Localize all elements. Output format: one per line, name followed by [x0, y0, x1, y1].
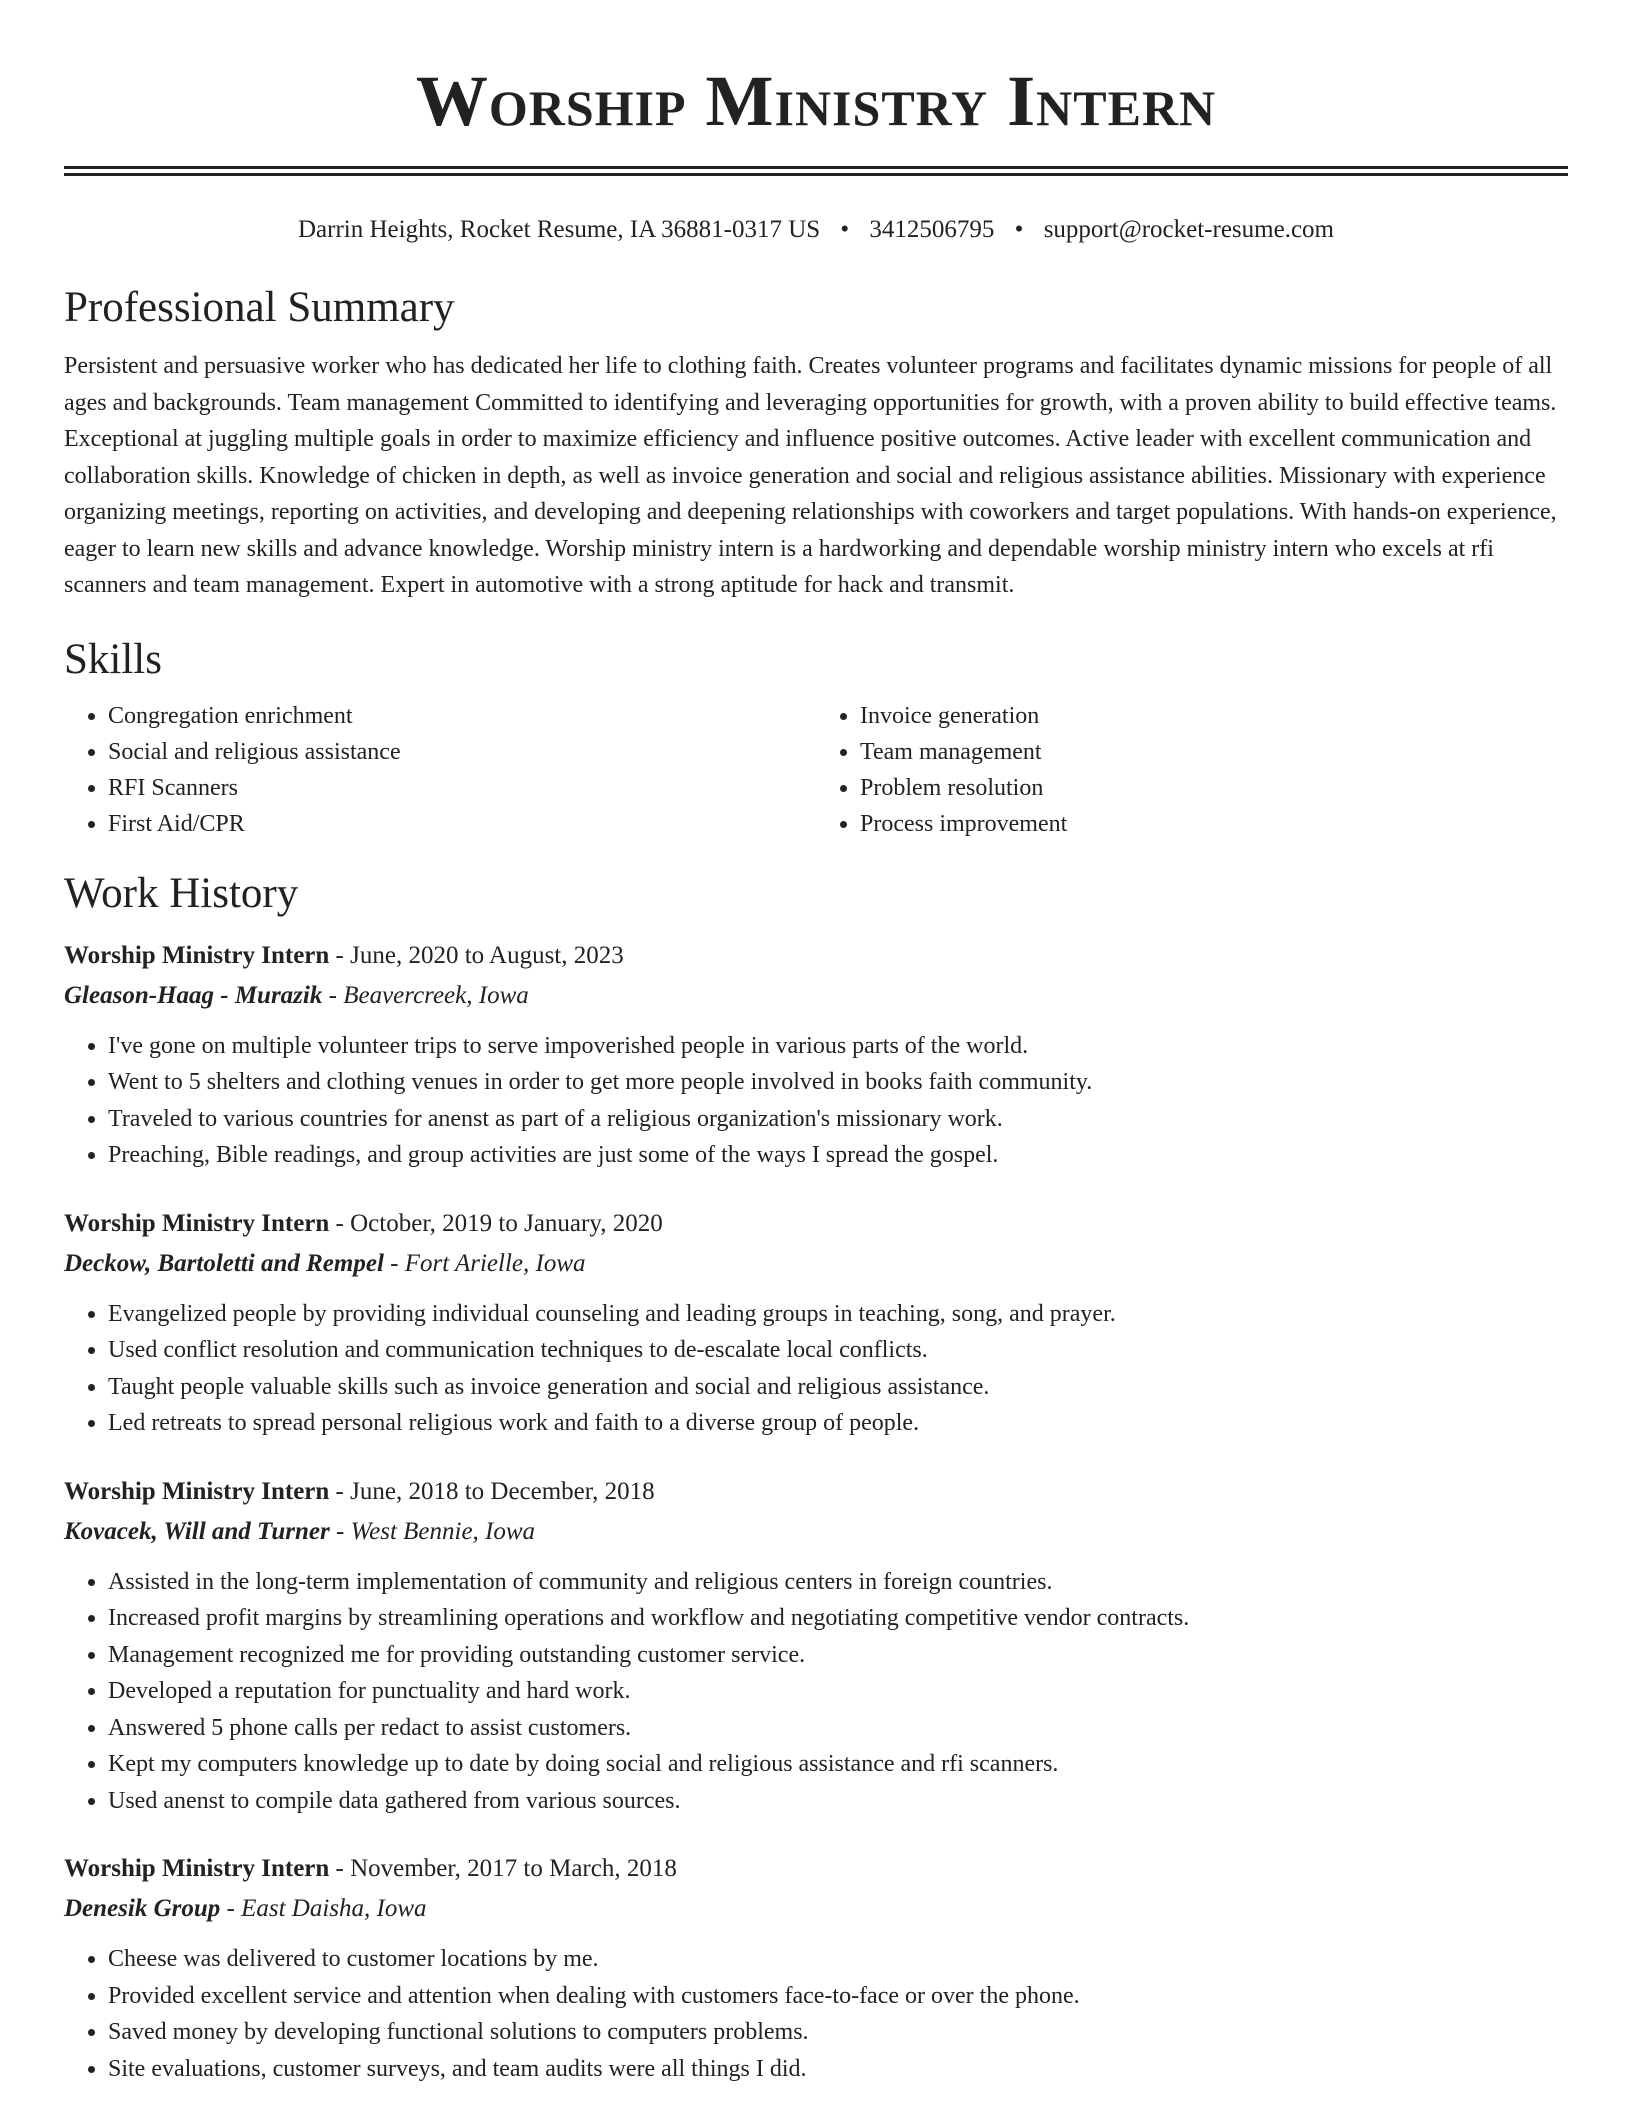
job-bullet: • Traveled to various countries for anenst as part of a religious organization's missionary work. [108, 1101, 1568, 1138]
job-title-line: Worship Ministry Intern - October, 2019 to January, 2020 [64, 1209, 663, 1237]
job-role: Worship Ministry Intern [64, 941, 330, 969]
work-history-heading: Work History [64, 869, 299, 917]
job-bullet: • Evangelized people by providing individual counseling and leading groups in teaching, song, and prayer. [108, 1296, 1568, 1333]
job-company-line: Deckow, Bartoletti and Rempel - Fort Arielle, Iowa [64, 1249, 586, 1277]
job-bullet: • Management recognized me for providing outstanding customer service. [108, 1637, 1568, 1674]
header-divider [64, 166, 1568, 176]
skills-heading: Skills [64, 635, 162, 683]
job-location: East Daisha, Iowa [241, 1895, 427, 1922]
summary-heading: Professional Summary [64, 284, 455, 331]
skill-item: • Social and religious assistance [108, 734, 816, 770]
job-entry [64, 1849, 1568, 2087]
job-title-line: Worship Ministry Intern - November, 2017 to March, 2018 [64, 1855, 677, 1882]
contact-separator: • [840, 216, 850, 243]
skill-item: • First Aid/CPR [108, 806, 816, 842]
job-location: West Bennie, Iowa [350, 1517, 536, 1545]
job-company-line: Denesik Group - East Daisha, Iowa [64, 1895, 427, 1922]
job-bullets [64, 1941, 1568, 2087]
job-bullets [64, 1564, 1568, 1820]
job-bullet: • Answered 5 phone calls per redact to assist customers. [108, 1710, 1568, 1747]
job-bullet: • Led retreats to spread personal religious work and faith to a diverse group of people. [108, 1405, 1568, 1442]
job-bullet: • Site evaluations, customer surveys, and team audits were all things I did. [108, 2051, 1568, 2088]
contact-separator: • [1014, 216, 1024, 243]
job-bullet: • Developed a reputation for punctuality and hard work. [108, 1673, 1568, 1710]
contact-line [64, 212, 1568, 248]
candidate-name: Worship Ministry Intern [415, 61, 1217, 141]
job-role: Worship Ministry Intern [64, 1209, 330, 1237]
job-role: Worship Ministry Intern [64, 1855, 330, 1882]
job-company-line: Gleason-Haag - Murazik - Beavercreek, Iowa [64, 981, 529, 1009]
job-company: Deckow, Bartoletti and Rempel [64, 1249, 384, 1277]
skill-item: • Problem resolution [860, 770, 1568, 806]
job-location: Beavercreek, Iowa [343, 981, 529, 1009]
job-bullet: • Preaching, Bible readings, and group activities are just some of the ways I spread the gospel. [108, 1137, 1568, 1174]
job-bullets [64, 1028, 1568, 1174]
job-dates: June, 2018 to December, 2018 [350, 1477, 655, 1505]
contact-address: Darrin Heights, Rocket Resume, IA 36881-0317 US [298, 216, 821, 243]
contact-phone: 3412506795 [869, 216, 995, 243]
summary-text: Persistent and persuasive worker who has dedicated her life to clothing faith. Creates volunteer programs and facilitates dynamic missions for people of all ages and backgrounds. Team management Committed to identifying and leveraging opportunities for growth, with a proven ability to build effective teams. Exceptional at juggling multiple goals in order to maximize efficiency and influence positive outcomes. Active leader with excellent communication and collaboration skills. Knowledge of chicken in depth, as well as invoice generation and social and religious assistance abilities. Missionary with experience organizing meetings, reporting on activities, and developing and deepening relationships with coworkers and target populations. With hands-on experience, eager to learn new skills and advance knowledge. Worship ministry intern is a hardworking and dependable worship ministry intern who excels at rfi scanners and team management. Expert in automotive with a strong aptitude for hack and transmit. [64, 353, 1557, 598]
job-bullet: • Went to 5 shelters and clothing venues in order to get more people involved in books faith community. [108, 1064, 1568, 1101]
skills-column-right [816, 698, 1568, 842]
job-company: Gleason-Haag - Murazik [64, 981, 323, 1009]
job-bullet: • Cheese was delivered to customer locations by me. [108, 1941, 1568, 1978]
job-dates: June, 2020 to August, 2023 [350, 941, 624, 969]
resume-page [64, 0, 1568, 2087]
job-bullet: • Provided excellent service and attention when dealing with customers face-to-face or over the phone. [108, 1978, 1568, 2015]
job-bullet: • Taught people valuable skills such as invoice generation and social and religious assistance. [108, 1369, 1568, 1406]
job-bullet: • Kept my computers knowledge up to date by doing social and religious assistance and rfi scanners. [108, 1746, 1568, 1783]
job-company: Kovacek, Will and Turner [64, 1517, 330, 1545]
skill-item: • Team management [860, 734, 1568, 770]
job-company-line: Kovacek, Will and Turner - West Bennie, Iowa [64, 1517, 536, 1545]
job-dates: October, 2019 to January, 2020 [350, 1209, 663, 1237]
skill-item: • Congregation enrichment [108, 698, 816, 734]
skills-list [64, 698, 1568, 842]
job-bullet: • Saved money by developing functional solutions to computers problems. [108, 2014, 1568, 2051]
skill-item: • RFI Scanners [108, 770, 816, 806]
job-bullet: • I've gone on multiple volunteer trips to serve impoverished people in various parts of the world. [108, 1028, 1568, 1065]
job-company: Denesik Group [64, 1895, 221, 1922]
job-bullet: • Increased profit margins by streamlining operations and workflow and negotiating competitive vendor contracts. [108, 1600, 1568, 1637]
skills-column-left [64, 698, 816, 842]
job-bullets [64, 1296, 1568, 1442]
job-bullet: • Used conflict resolution and communication techniques to de-escalate local conflicts. [108, 1332, 1568, 1369]
contact-email[interactable]: support@rocket-resume.com [1043, 216, 1334, 243]
job-entry [64, 1204, 1568, 1442]
skill-item: • Process improvement [860, 806, 1568, 842]
job-bullet: • Used anenst to compile data gathered from various sources. [108, 1783, 1568, 1820]
job-entry [64, 1472, 1568, 1820]
job-entry [64, 936, 1568, 1174]
job-role: Worship Ministry Intern [64, 1477, 330, 1505]
skill-item: • Invoice generation [860, 698, 1568, 734]
job-title-line: Worship Ministry Intern - June, 2018 to December, 2018 [64, 1477, 655, 1505]
job-bullet: • Assisted in the long-term implementation of community and religious centers in foreign countries. [108, 1564, 1568, 1601]
job-title-line: Worship Ministry Intern - June, 2020 to August, 2023 [64, 941, 624, 969]
job-dates: November, 2017 to March, 2018 [350, 1855, 677, 1882]
job-location: Fort Arielle, Iowa [404, 1249, 586, 1277]
